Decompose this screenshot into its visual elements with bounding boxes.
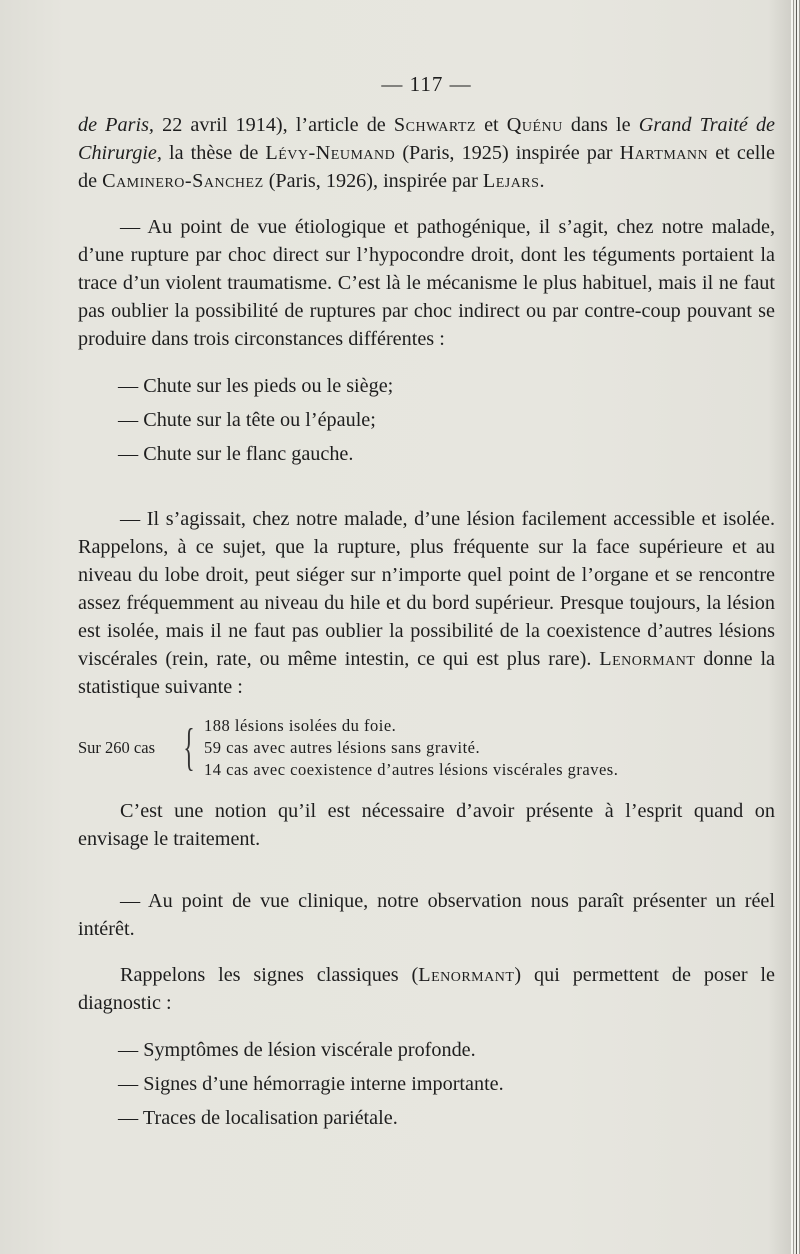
text-span: . [539, 170, 545, 192]
statistics-rows [202, 715, 618, 781]
list-item: — Traces de localisation pariétale. [118, 1107, 398, 1129]
list-signs [78, 1033, 775, 1135]
author-name: Caminero-Sanchez [102, 170, 264, 192]
text-span: la thèse de [161, 142, 266, 164]
paragraph-signs [78, 961, 775, 1017]
list-item: — Chute sur les pieds ou le siège; [118, 375, 394, 397]
author-name: Schwartz [393, 114, 476, 136]
brace-glyph: { [183, 719, 195, 776]
list-circumstances [78, 369, 775, 471]
paragraph-references [78, 111, 775, 195]
paragraph-lesion [78, 505, 775, 701]
author-name: Lévy-Neumand [265, 142, 396, 164]
text-span: — Il s’agissait, chez notre malade, d’une lésion facilement accessible et isolée. Rappelons, à ce sujet, que la rupture, plus fréquente sur la face supérieure et au niveau du lobe droit, peut siéger sur n’importe quel point de l’organe et se rencontre assez fréquemment au niveau du hile et du bord supérieur. Presque toujours, la lésion est isolée, mais il ne faut pas oublier la possibilité de la coexistence d’autres lésions viscérales (rein, rate, ou même intestin, ce qui est plus rare). [78, 508, 775, 670]
paragraph-notion: C’est une notion qu’il est nécessaire d’avoir présente à l’esprit quand on envisage le traitement. [78, 800, 775, 850]
page-number: — 117 — [381, 72, 472, 96]
text-span: Rappelons les signes classiques ( [120, 964, 419, 986]
author-name: Lenormant [418, 964, 515, 986]
author-name: Hartmann [619, 142, 709, 164]
text-span: et [475, 114, 507, 136]
book-title: Grand Traité de Chirurgie, [78, 114, 776, 164]
author-name: Lenormant [599, 648, 696, 670]
list-item: — Chute sur la tête ou l’épaule; [118, 409, 376, 431]
text-span: et celle de [78, 142, 775, 192]
text-span: ) qui permettent de poser le diagnostic : [78, 964, 776, 1014]
page-edge [791, 0, 800, 1254]
author-name: Quénu [506, 114, 563, 136]
list-item: — Symptômes de lésion viscérale profonde. [118, 1039, 476, 1061]
text-span: (Paris, 1925) inspirée par [395, 142, 620, 164]
statistics-row: 59 cas avec autres lésions sans gravité. [204, 738, 481, 757]
statistics-row: 188 lésions isolées du foie. [204, 716, 397, 735]
text-span: donne la statistique suivante : [78, 648, 776, 698]
italic-text: de Paris, [78, 114, 154, 136]
page-text [78, 70, 775, 1135]
text-span: dans le [562, 114, 639, 136]
list-item: — Signes d’une hémorragie interne importante. [118, 1073, 504, 1095]
paragraph-clinical: — Au point de vue clinique, notre observation nous paraît présenter un réel intérêt. [78, 890, 775, 940]
author-name: Lejars [482, 170, 540, 192]
statistics-row: 14 cas avec coexistence d’autres lésions viscérales graves. [204, 760, 619, 779]
text-span: 22 avril 1914), l’article de [153, 114, 394, 136]
paragraph-etiology: — Au point de vue étiologique et pathogénique, il s’agit, chez notre malade, d’une rupture par choc direct sur l’hypocondre droit, dont les téguments portaient la trace d’un violent traumatisme. C’est là le mécanisme le plus habituel, mais il ne faut pas oublier la possibilité de ruptures par choc indirect ou par contre-coup pouvant se produire dans trois circonstances différentes : [78, 216, 775, 350]
text-span: (Paris, 1926), inspirée par [263, 170, 483, 192]
statistics-label: Sur 260 cas [78, 738, 155, 757]
statistics-block [78, 715, 775, 781]
list-item: — Chute sur le flanc gauche. [118, 443, 354, 465]
